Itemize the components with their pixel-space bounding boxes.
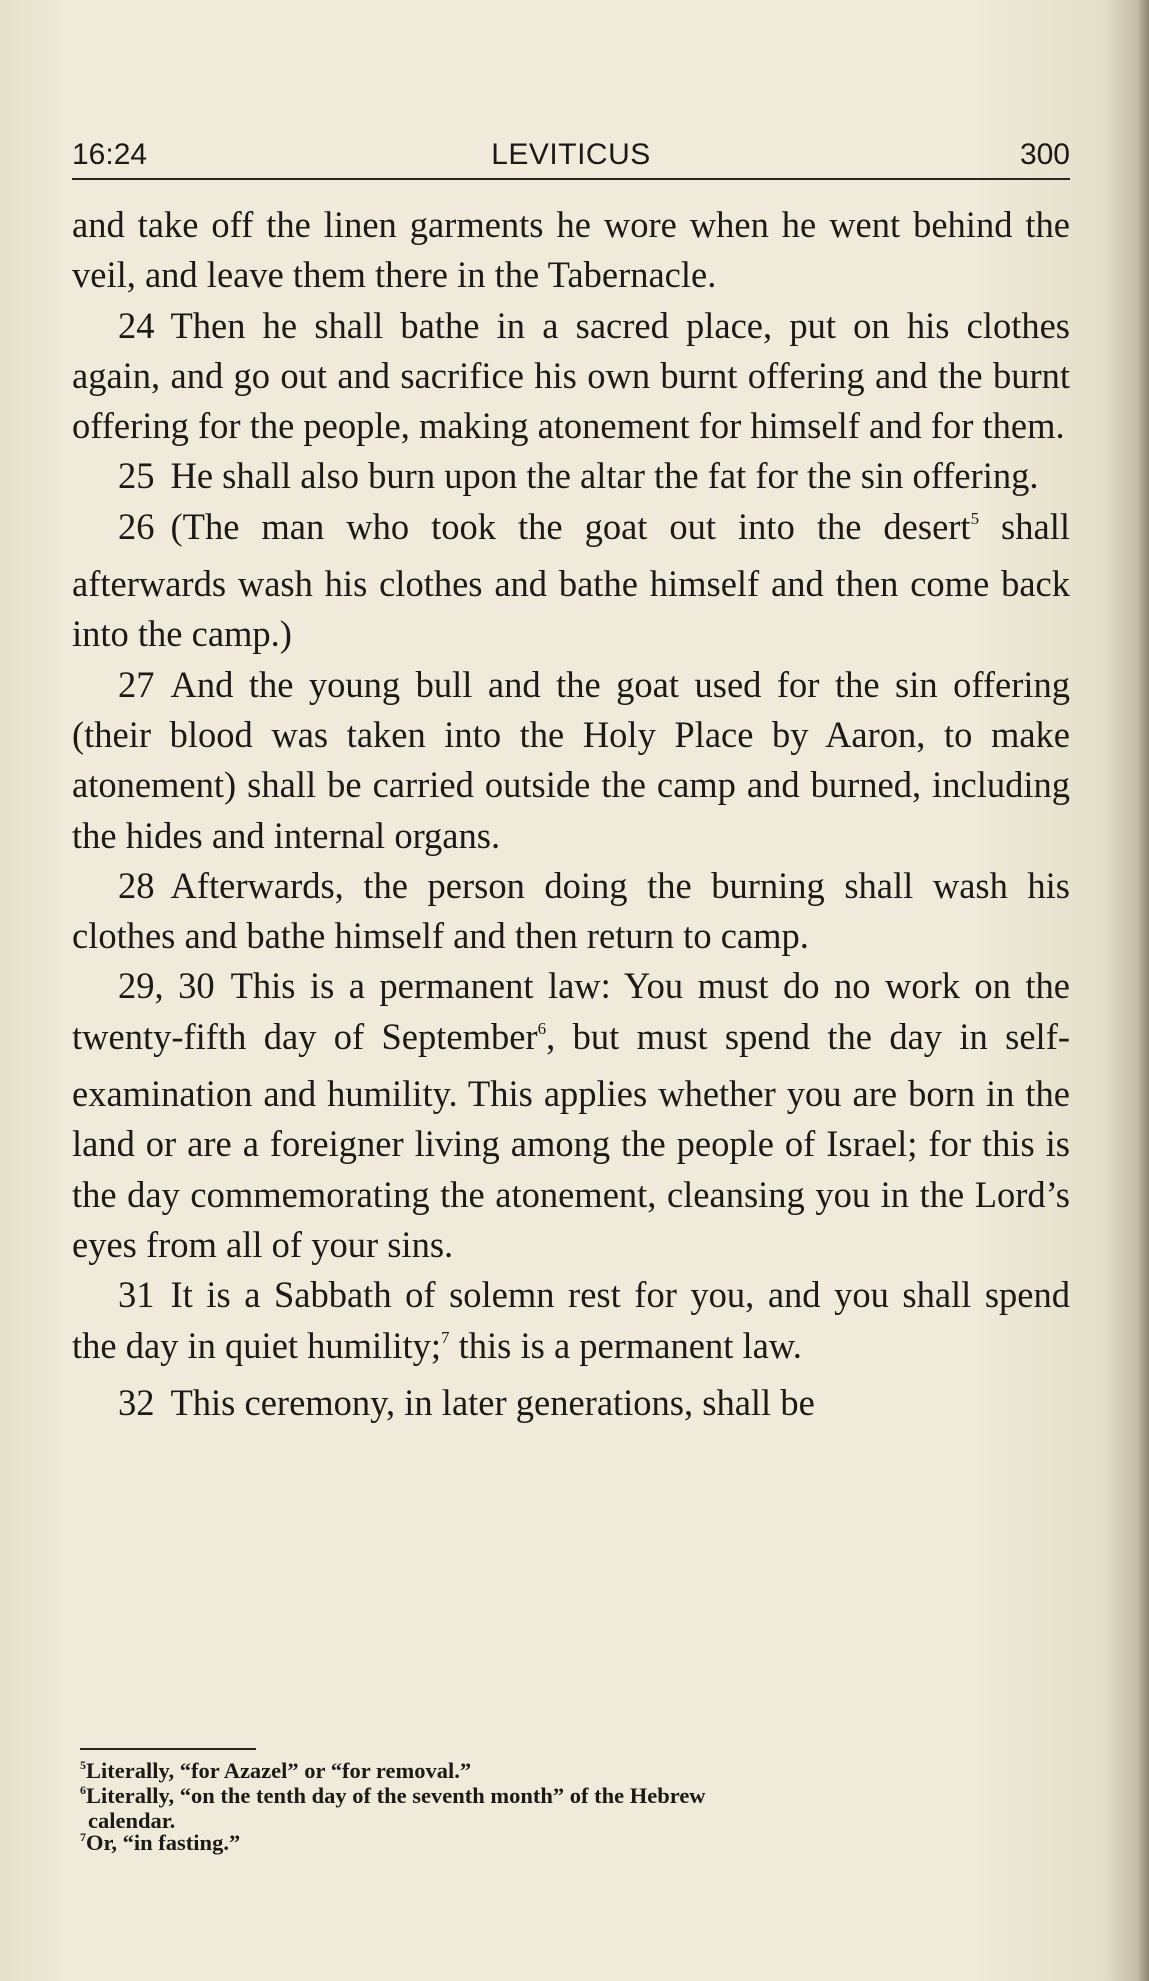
page-number: 300: [1019, 138, 1070, 171]
paragraph-text: This ceremony, in later generations, shall be: [170, 1381, 815, 1423]
paragraph-continuation: [72, 200, 1070, 301]
footnote-text: Literally, “for Azazel” or “for removal.”: [86, 1758, 472, 1783]
book-title: LEVITICUS: [491, 138, 651, 171]
footnote-continuation: [88, 1810, 1068, 1832]
verse-number: 28: [118, 864, 155, 906]
verse-paragraph: [72, 451, 1070, 501]
footnote-marker[interactable]: 5: [970, 508, 980, 528]
paragraph-text: It is a Sabbath of solemn rest for you, and you shall spend the day in quiet humility;: [72, 1274, 1070, 1366]
verse-number: 27: [118, 663, 155, 705]
verse-paragraph: [72, 660, 1070, 861]
verse-number: 25: [118, 455, 155, 497]
header-rule: [72, 178, 1070, 180]
footnote-marker[interactable]: 6: [537, 1018, 547, 1038]
page-edge-shadow: [1137, 0, 1149, 1981]
verse-paragraph: [72, 1270, 1070, 1378]
paragraph-text: (The man who took the goat out into the desert: [170, 505, 971, 547]
footnote-marker[interactable]: 7: [441, 1327, 450, 1347]
footnote-mark: 7: [80, 1830, 86, 1844]
verse-paragraph: [72, 1378, 1070, 1428]
footnote-mark: 5: [80, 1758, 86, 1772]
paragraph-text: and take off the linen garments he wore when he went behind the veil, and leave them there in the Tabernacle.: [72, 204, 1070, 296]
paragraph-text: He shall also burn upon the altar the fat for the sin offering.: [170, 455, 1039, 497]
footnote: [80, 1760, 1068, 1785]
paragraph-text: shall afterwards wash his clothes and bathe himself and then come back into the camp.): [72, 505, 1070, 655]
verse-number: 29, 30: [118, 965, 215, 1007]
footnote-mark: 6: [80, 1783, 86, 1797]
verse-number: 24: [118, 304, 155, 346]
footnote: [80, 1832, 1068, 1857]
verse-number: 26: [118, 505, 155, 547]
verse-paragraph: [72, 301, 1070, 452]
paragraph-text: Afterwards, the person doing the burning shall wash his clothes and bathe himself and then return to camp.: [72, 864, 1070, 957]
paragraph-text: This is a permanent law: You must do no work on the twenty-fifth day of September: [72, 965, 1070, 1057]
verse-paragraph: [72, 961, 1070, 1270]
footnote: [80, 1785, 1068, 1810]
footnote-text: calendar.: [88, 1808, 176, 1833]
scripture-text: [72, 200, 1070, 1428]
footnotes: [80, 1760, 1068, 1857]
footnote-text: Or, “in fasting.”: [86, 1830, 241, 1855]
paragraph-text: , but must spend the day in self-examination and humility. This applies whether you are born in the land or are a foreigner living among the people of Israel; for this is the day commemorating the atonement, cleansing you in the Lord’s eyes from all of your sins.: [72, 1015, 1070, 1265]
footnote-text: Literally, “on the tenth day of the seventh month” of the Hebrew: [86, 1783, 706, 1808]
footnote-rule: [80, 1748, 256, 1750]
verse-number: 32: [118, 1381, 155, 1423]
verse-paragraph: [72, 861, 1070, 962]
chapter-verse-reference: 16:24: [72, 138, 148, 171]
verse-number: 31: [118, 1274, 155, 1316]
paragraph-text: this is a permanent law.: [449, 1324, 802, 1366]
paragraph-text: Then he shall bathe in a sacred place, put on his clothes again, and go out and sacrifice his own burnt offering and the burnt offering for the people, making atonement for himself and for them.: [72, 304, 1070, 447]
verse-paragraph: [72, 502, 1070, 660]
paragraph-text: And the young bull and the goat used for the sin offering (their blood was taken into the Holy Place by Aaron, to make atonement) shall be carried outside the camp and burned, including the hides and internal organs.: [72, 663, 1070, 856]
